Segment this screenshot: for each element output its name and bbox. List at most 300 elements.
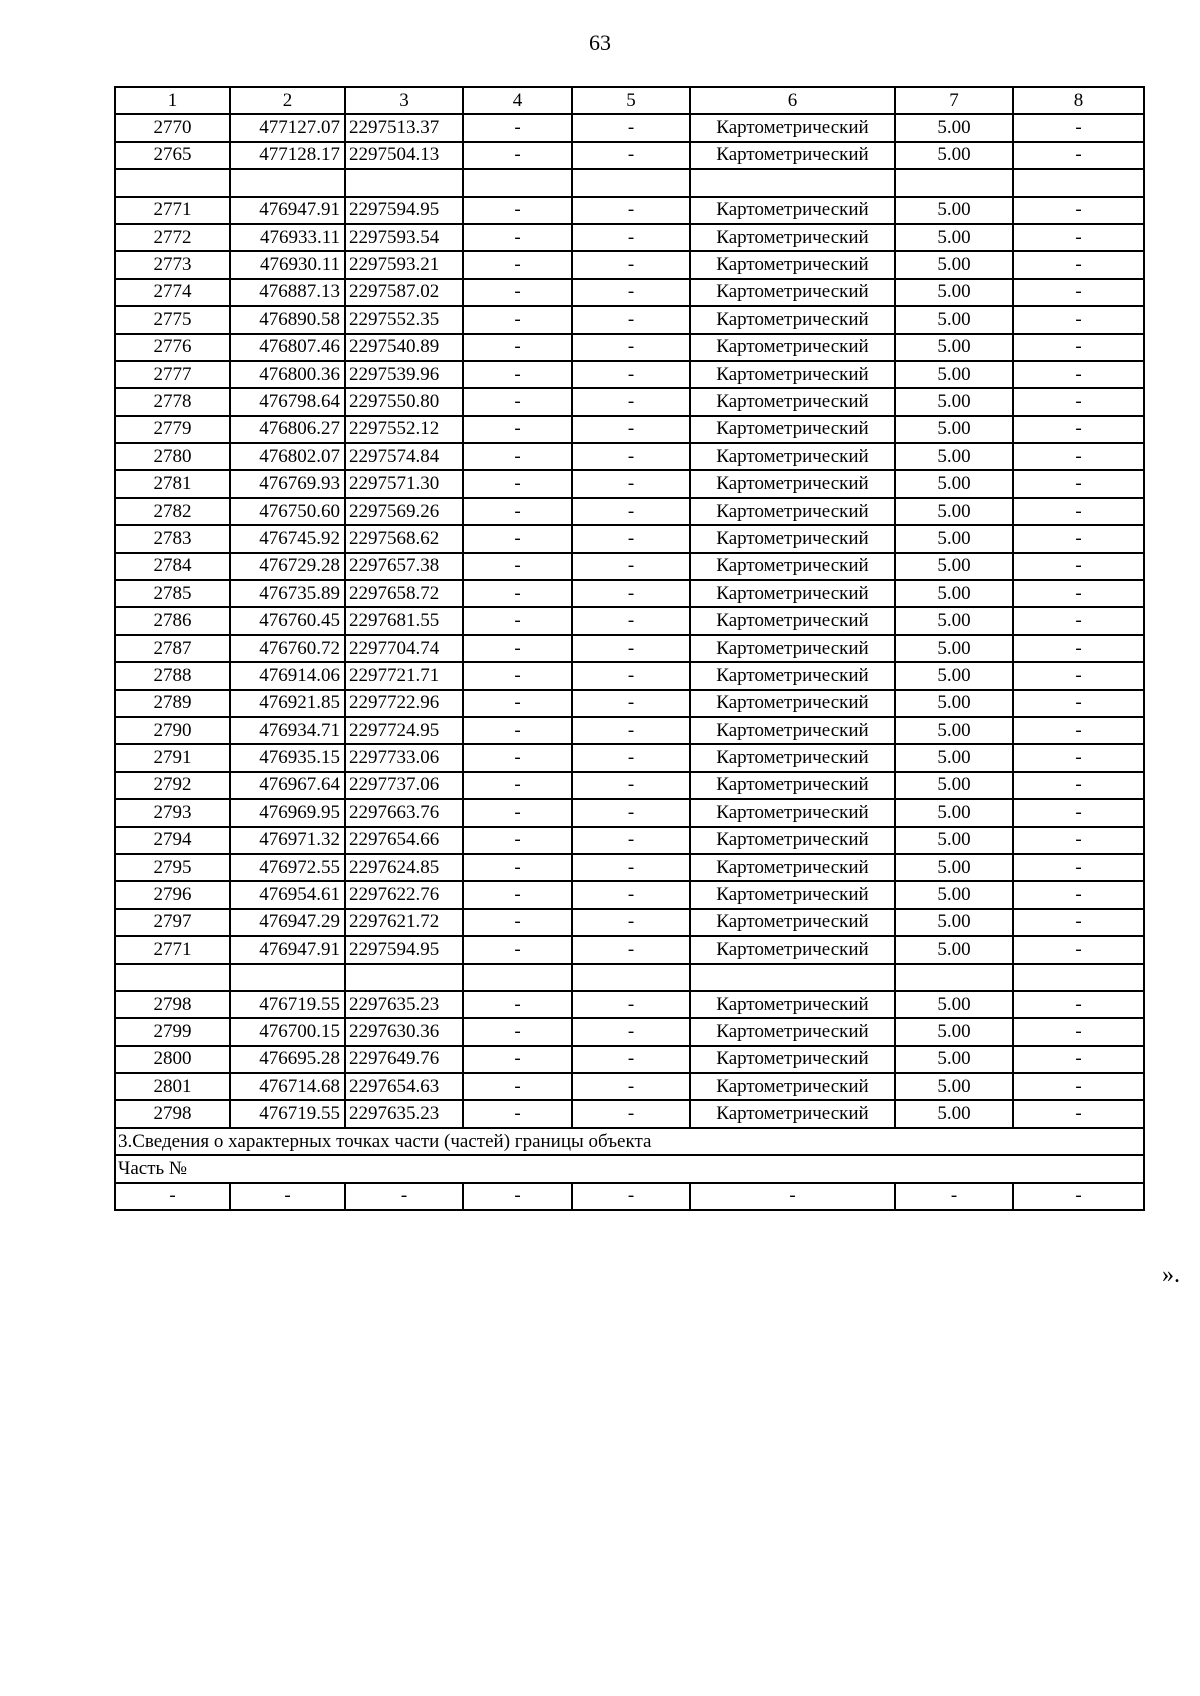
table-cell-col-5: -: [572, 306, 690, 333]
table-cell-col-8: -: [1013, 799, 1144, 826]
table-cell-col-8: -: [1013, 1073, 1144, 1100]
table-cell-col-6: Картометрический: [690, 114, 895, 141]
table-cell-col-7: 5.00: [895, 142, 1013, 169]
table-cell-col-5: -: [572, 443, 690, 470]
part-label-row: [115, 1155, 1144, 1182]
table-cell-col-6: [690, 964, 895, 991]
table-cell-col-4: -: [463, 744, 572, 771]
table-cell-col-7: 5.00: [895, 1046, 1013, 1073]
table-cell-col-5: -: [572, 936, 690, 963]
table-cell-col-8: -: [1013, 470, 1144, 497]
table-cell-col-7: 5.00: [895, 416, 1013, 443]
table-row: [115, 964, 1144, 991]
table-cell-col-7: 5.00: [895, 443, 1013, 470]
table-row: [115, 1018, 1144, 1045]
table-cell-col-1: 2794: [115, 827, 230, 854]
table-cell-col-6: Картометрический: [690, 607, 895, 634]
table-cell-col-2: 476695.28: [230, 1046, 345, 1073]
table-cell-col-1: 2792: [115, 772, 230, 799]
table-cell-col-7: 5.00: [895, 388, 1013, 415]
table-cell-col-5: -: [572, 1100, 690, 1127]
table-cell-col-6: Картометрический: [690, 361, 895, 388]
table-cell-col-6: Картометрический: [690, 799, 895, 826]
table-cell-col-2: 476947.91: [230, 936, 345, 963]
table-cell-col-6: Картометрический: [690, 936, 895, 963]
table-cell-col-3: 2297681.55: [345, 607, 463, 634]
column-header-1: 1: [115, 87, 230, 114]
table-cell-col-6: [690, 169, 895, 196]
table-cell-col-3: 2297663.76: [345, 799, 463, 826]
table-cell-col-4: -: [463, 388, 572, 415]
table-cell-col-6: Картометрический: [690, 881, 895, 908]
table-cell-col-6: Картометрический: [690, 553, 895, 580]
table-cell-col-1: [115, 964, 230, 991]
table-cell-col-3: 2297540.89: [345, 334, 463, 361]
table-row: [115, 662, 1144, 689]
table-header: [115, 87, 1144, 114]
table-cell-col-3: 2297513.37: [345, 114, 463, 141]
table-cell-col-6: Картометрический: [690, 443, 895, 470]
table-cell-col-6: Картометрический: [690, 717, 895, 744]
table-cell-col-5: -: [572, 881, 690, 908]
table-cell-col-2: 476934.71: [230, 717, 345, 744]
table-cell-col-2: 476729.28: [230, 553, 345, 580]
table-cell-col-2: [230, 169, 345, 196]
table-cell-col-3: 2297737.06: [345, 772, 463, 799]
table-cell-col-6: Картометрический: [690, 1046, 895, 1073]
table-row: [115, 1073, 1144, 1100]
table-cell-col-4: -: [463, 827, 572, 854]
table-cell-col-3: 2297568.62: [345, 525, 463, 552]
table-cell-col-6: Картометрический: [690, 744, 895, 771]
table-cell-col-3: 2297721.71: [345, 662, 463, 689]
table-cell-col-8: -: [1013, 991, 1144, 1018]
table-cell-col-1: 2800: [115, 1046, 230, 1073]
table-cell-col-3: 2297654.63: [345, 1073, 463, 1100]
table-cell-col-1: 2775: [115, 306, 230, 333]
table-row: [115, 881, 1144, 908]
table-cell-col-1: 2771: [115, 936, 230, 963]
table-row: [115, 936, 1144, 963]
table-cell-col-8: -: [1013, 690, 1144, 717]
table-cell-col-8: -: [1013, 827, 1144, 854]
table-cell-col-4: -: [463, 251, 572, 278]
table-cell-col-3: 2297593.54: [345, 224, 463, 251]
table-cell-col-2: 477128.17: [230, 142, 345, 169]
table-row: [115, 224, 1144, 251]
table-cell-col-7: 5.00: [895, 251, 1013, 278]
table-cell-col-5: -: [572, 224, 690, 251]
part-cell-col-5: -: [572, 1183, 690, 1210]
table-cell-col-3: 2297704.74: [345, 635, 463, 662]
section-title-row: [115, 1128, 1144, 1155]
table-cell-col-5: -: [572, 1018, 690, 1045]
table-cell-col-1: 2780: [115, 443, 230, 470]
table-cell-col-7: 5.00: [895, 197, 1013, 224]
table-cell-col-7: 5.00: [895, 1073, 1013, 1100]
table-cell-col-8: [1013, 964, 1144, 991]
table-cell-col-2: 476947.29: [230, 909, 345, 936]
part-label: Часть №: [115, 1155, 1144, 1182]
column-header-7: 7: [895, 87, 1013, 114]
table-cell-col-3: 2297658.72: [345, 580, 463, 607]
table-cell-col-1: 2789: [115, 690, 230, 717]
table-cell-col-6: Картометрический: [690, 470, 895, 497]
table-cell-col-1: 2779: [115, 416, 230, 443]
table-row: [115, 169, 1144, 196]
table-cell-col-2: 476921.85: [230, 690, 345, 717]
table-cell-col-8: -: [1013, 251, 1144, 278]
table-cell-col-7: 5.00: [895, 991, 1013, 1018]
table-cell-col-7: [895, 169, 1013, 196]
table-cell-col-1: 2771: [115, 197, 230, 224]
table-cell-col-7: 5.00: [895, 1018, 1013, 1045]
table-cell-col-8: -: [1013, 142, 1144, 169]
table-cell-col-2: 476760.45: [230, 607, 345, 634]
table-cell-col-4: -: [463, 1046, 572, 1073]
table-cell-col-1: 2787: [115, 635, 230, 662]
table-cell-col-6: Картометрический: [690, 251, 895, 278]
table-cell-col-3: 2297552.35: [345, 306, 463, 333]
table-cell-col-3: 2297733.06: [345, 744, 463, 771]
table-cell-col-4: -: [463, 662, 572, 689]
table-cell-col-5: -: [572, 525, 690, 552]
column-header-5: 5: [572, 87, 690, 114]
table-cell-col-2: 476714.68: [230, 1073, 345, 1100]
table-row: [115, 744, 1144, 771]
table-cell-col-2: 476750.60: [230, 498, 345, 525]
table-cell-col-8: -: [1013, 772, 1144, 799]
table-cell-col-7: 5.00: [895, 553, 1013, 580]
column-header-4: 4: [463, 87, 572, 114]
table-cell-col-3: [345, 169, 463, 196]
table-cell-col-8: -: [1013, 553, 1144, 580]
table-cell-col-6: Картометрический: [690, 498, 895, 525]
table-cell-col-3: 2297504.13: [345, 142, 463, 169]
table-cell-col-7: 5.00: [895, 690, 1013, 717]
table-cell-col-7: 5.00: [895, 361, 1013, 388]
table-cell-col-4: -: [463, 909, 572, 936]
table-cell-col-6: Картометрический: [690, 388, 895, 415]
table-cell-col-4: [463, 964, 572, 991]
table-cell-col-6: Картометрический: [690, 416, 895, 443]
table-cell-col-6: Картометрический: [690, 580, 895, 607]
table-cell-col-2: 476802.07: [230, 443, 345, 470]
table-cell-col-1: 2786: [115, 607, 230, 634]
table-cell-col-3: 2297539.96: [345, 361, 463, 388]
table-cell-col-3: 2297569.26: [345, 498, 463, 525]
table-cell-col-3: 2297724.95: [345, 717, 463, 744]
table-cell-col-5: -: [572, 690, 690, 717]
column-header-8: 8: [1013, 87, 1144, 114]
table-cell-col-7: 5.00: [895, 306, 1013, 333]
table-cell-col-1: 2799: [115, 1018, 230, 1045]
table-cell-col-1: 2776: [115, 334, 230, 361]
table-cell-col-6: Картометрический: [690, 662, 895, 689]
table-cell-col-2: 476769.93: [230, 470, 345, 497]
table-cell-col-8: -: [1013, 909, 1144, 936]
header-row: [115, 87, 1144, 114]
table-cell-col-1: 2797: [115, 909, 230, 936]
table-cell-col-4: -: [463, 553, 572, 580]
table-cell-col-5: -: [572, 854, 690, 881]
table-cell-col-2: 476719.55: [230, 1100, 345, 1127]
table-cell-col-7: 5.00: [895, 580, 1013, 607]
table-cell-col-5: -: [572, 1046, 690, 1073]
table-cell-col-6: Картометрический: [690, 142, 895, 169]
table-cell-col-2: 476935.15: [230, 744, 345, 771]
table-cell-col-4: -: [463, 197, 572, 224]
table-cell-col-3: 2297550.80: [345, 388, 463, 415]
table-row: [115, 772, 1144, 799]
table-cell-col-3: 2297624.85: [345, 854, 463, 881]
table-cell-col-4: -: [463, 361, 572, 388]
table-cell-col-3: 2297574.84: [345, 443, 463, 470]
table-row: [115, 114, 1144, 141]
table-cell-col-6: Картометрический: [690, 525, 895, 552]
table-cell-col-4: -: [463, 991, 572, 1018]
table-cell-col-7: 5.00: [895, 717, 1013, 744]
table-cell-col-3: 2297594.95: [345, 197, 463, 224]
table-cell-col-8: [1013, 169, 1144, 196]
table-cell-col-4: -: [463, 142, 572, 169]
table-cell-col-5: -: [572, 1073, 690, 1100]
table-cell-col-8: -: [1013, 443, 1144, 470]
table-row: [115, 607, 1144, 634]
table-cell-col-8: -: [1013, 498, 1144, 525]
table-cell-col-6: Картометрический: [690, 1073, 895, 1100]
table-cell-col-8: -: [1013, 854, 1144, 881]
table-cell-col-6: Картометрический: [690, 197, 895, 224]
table-cell-col-8: -: [1013, 334, 1144, 361]
table-cell-col-5: -: [572, 662, 690, 689]
table-cell-col-1: 2793: [115, 799, 230, 826]
table-cell-col-8: -: [1013, 416, 1144, 443]
part-cell-col-6: -: [690, 1183, 895, 1210]
table-cell-col-1: 2772: [115, 224, 230, 251]
table-row: [115, 717, 1144, 744]
table-cell-col-3: 2297630.36: [345, 1018, 463, 1045]
table-cell-col-7: 5.00: [895, 498, 1013, 525]
table-cell-col-5: -: [572, 909, 690, 936]
table-cell-col-7: 5.00: [895, 799, 1013, 826]
table-cell-col-4: -: [463, 881, 572, 908]
table-row: [115, 690, 1144, 717]
table-cell-col-4: -: [463, 114, 572, 141]
table-cell-col-3: 2297649.76: [345, 1046, 463, 1073]
table-row: [115, 334, 1144, 361]
table-row: [115, 306, 1144, 333]
table-cell-col-6: Картометрический: [690, 854, 895, 881]
table-cell-col-5: -: [572, 717, 690, 744]
table-row: [115, 580, 1144, 607]
table-row: [115, 197, 1144, 224]
part-section: [115, 1128, 1144, 1210]
table-cell-col-8: -: [1013, 388, 1144, 415]
table-cell-col-6: Картометрический: [690, 635, 895, 662]
part-cell-col-8: -: [1013, 1183, 1144, 1210]
table-cell-col-8: -: [1013, 717, 1144, 744]
table-cell-col-8: -: [1013, 279, 1144, 306]
table-cell-col-5: -: [572, 197, 690, 224]
part-cell-col-4: -: [463, 1183, 572, 1210]
table-cell-col-2: 476967.64: [230, 772, 345, 799]
table-cell-col-5: -: [572, 334, 690, 361]
table-cell-col-3: [345, 964, 463, 991]
table-cell-col-2: 476954.61: [230, 881, 345, 908]
column-header-2: 2: [230, 87, 345, 114]
table-cell-col-4: -: [463, 498, 572, 525]
table-cell-col-6: Картометрический: [690, 279, 895, 306]
column-header-6: 6: [690, 87, 895, 114]
table-cell-col-1: 2788: [115, 662, 230, 689]
table-cell-col-7: 5.00: [895, 909, 1013, 936]
table-cell-col-5: -: [572, 607, 690, 634]
table-cell-col-8: -: [1013, 1100, 1144, 1127]
table-row: [115, 827, 1144, 854]
table-cell-col-5: -: [572, 416, 690, 443]
table-row: [115, 635, 1144, 662]
table-cell-col-7: 5.00: [895, 936, 1013, 963]
table-row: [115, 553, 1144, 580]
table-cell-col-7: 5.00: [895, 827, 1013, 854]
table-cell-col-1: 2783: [115, 525, 230, 552]
table-cell-col-4: -: [463, 334, 572, 361]
table-cell-col-8: -: [1013, 525, 1144, 552]
table-cell-col-1: 2798: [115, 1100, 230, 1127]
table-cell-col-8: -: [1013, 607, 1144, 634]
table-cell-col-4: -: [463, 1100, 572, 1127]
table-cell-col-7: 5.00: [895, 772, 1013, 799]
table-cell-col-1: 2791: [115, 744, 230, 771]
table-cell-col-3: 2297635.23: [345, 991, 463, 1018]
column-header-3: 3: [345, 87, 463, 114]
table-cell-col-2: 476947.91: [230, 197, 345, 224]
table-cell-col-8: -: [1013, 114, 1144, 141]
table-cell-col-8: -: [1013, 197, 1144, 224]
table-cell-col-1: 2790: [115, 717, 230, 744]
table-cell-col-1: 2777: [115, 361, 230, 388]
table-cell-col-5: -: [572, 388, 690, 415]
table-cell-col-5: -: [572, 799, 690, 826]
table-cell-col-2: 476969.95: [230, 799, 345, 826]
table-row: [115, 991, 1144, 1018]
table-cell-col-8: -: [1013, 580, 1144, 607]
table-cell-col-3: 2297594.95: [345, 936, 463, 963]
table-cell-col-2: 476806.27: [230, 416, 345, 443]
table-cell-col-2: [230, 964, 345, 991]
table-cell-col-1: 2770: [115, 114, 230, 141]
table-row: [115, 498, 1144, 525]
table-row: [115, 525, 1144, 552]
table-row: [115, 909, 1144, 936]
table-cell-col-1: 2795: [115, 854, 230, 881]
table-cell-col-4: -: [463, 799, 572, 826]
table-cell-col-4: [463, 169, 572, 196]
table-cell-col-1: 2801: [115, 1073, 230, 1100]
table-cell-col-7: 5.00: [895, 279, 1013, 306]
table-cell-col-1: 2765: [115, 142, 230, 169]
table-cell-col-7: 5.00: [895, 334, 1013, 361]
table-cell-col-8: -: [1013, 936, 1144, 963]
table-cell-col-8: -: [1013, 1018, 1144, 1045]
table-cell-col-3: 2297571.30: [345, 470, 463, 497]
table-row: [115, 251, 1144, 278]
table-cell-col-1: 2785: [115, 580, 230, 607]
table-cell-col-1: 2784: [115, 553, 230, 580]
part-cell-col-3: -: [345, 1183, 463, 1210]
table-cell-col-8: -: [1013, 744, 1144, 771]
table-cell-col-5: -: [572, 114, 690, 141]
table-cell-col-5: [572, 169, 690, 196]
table-cell-col-5: -: [572, 827, 690, 854]
table-cell-col-4: -: [463, 525, 572, 552]
table-cell-col-2: 476700.15: [230, 1018, 345, 1045]
table-cell-col-2: 476933.11: [230, 224, 345, 251]
table-cell-col-2: 476745.92: [230, 525, 345, 552]
table-cell-col-1: 2773: [115, 251, 230, 278]
table-cell-col-4: -: [463, 416, 572, 443]
table-cell-col-7: 5.00: [895, 525, 1013, 552]
table-cell-col-5: -: [572, 580, 690, 607]
table-cell-col-5: -: [572, 498, 690, 525]
closing-quote: ».: [1162, 1262, 1180, 1288]
table-cell-col-3: 2297622.76: [345, 881, 463, 908]
table-cell-col-3: 2297657.38: [345, 553, 463, 580]
table-cell-col-2: 476735.89: [230, 580, 345, 607]
table-cell-col-3: 2297593.21: [345, 251, 463, 278]
table-cell-col-1: 2796: [115, 881, 230, 908]
table-cell-col-7: 5.00: [895, 114, 1013, 141]
table-row: [115, 361, 1144, 388]
table-cell-col-4: -: [463, 443, 572, 470]
table-cell-col-6: Картометрический: [690, 827, 895, 854]
table-row: [115, 1046, 1144, 1073]
table-cell-col-7: 5.00: [895, 470, 1013, 497]
table-cell-col-3: 2297552.12: [345, 416, 463, 443]
page-number: 63: [589, 30, 611, 55]
table-cell-col-5: -: [572, 772, 690, 799]
table-cell-col-7: 5.00: [895, 744, 1013, 771]
table-cell-col-7: 5.00: [895, 854, 1013, 881]
table-cell-col-5: -: [572, 991, 690, 1018]
table-cell-col-5: -: [572, 361, 690, 388]
table-row: [115, 279, 1144, 306]
table-cell-col-7: 5.00: [895, 1100, 1013, 1127]
table-cell-col-4: -: [463, 279, 572, 306]
table-cell-col-1: [115, 169, 230, 196]
table-cell-col-4: -: [463, 1073, 572, 1100]
table-cell-col-2: 476887.13: [230, 279, 345, 306]
table-cell-col-2: 476800.36: [230, 361, 345, 388]
table-cell-col-7: 5.00: [895, 881, 1013, 908]
table-cell-col-2: 476890.58: [230, 306, 345, 333]
table-cell-col-6: Картометрический: [690, 772, 895, 799]
table-cell-col-7: 5.00: [895, 635, 1013, 662]
table-cell-col-5: -: [572, 744, 690, 771]
table-cell-col-4: -: [463, 470, 572, 497]
table-cell-col-2: 476807.46: [230, 334, 345, 361]
table-row: [115, 142, 1144, 169]
table-cell-col-4: -: [463, 1018, 572, 1045]
table-body: [115, 114, 1144, 1127]
table-cell-col-6: Картометрический: [690, 1018, 895, 1045]
table-cell-col-6: Картометрический: [690, 909, 895, 936]
table-cell-col-4: -: [463, 772, 572, 799]
table-cell-col-5: [572, 964, 690, 991]
table-cell-col-3: 2297635.23: [345, 1100, 463, 1127]
table-row: [115, 799, 1144, 826]
